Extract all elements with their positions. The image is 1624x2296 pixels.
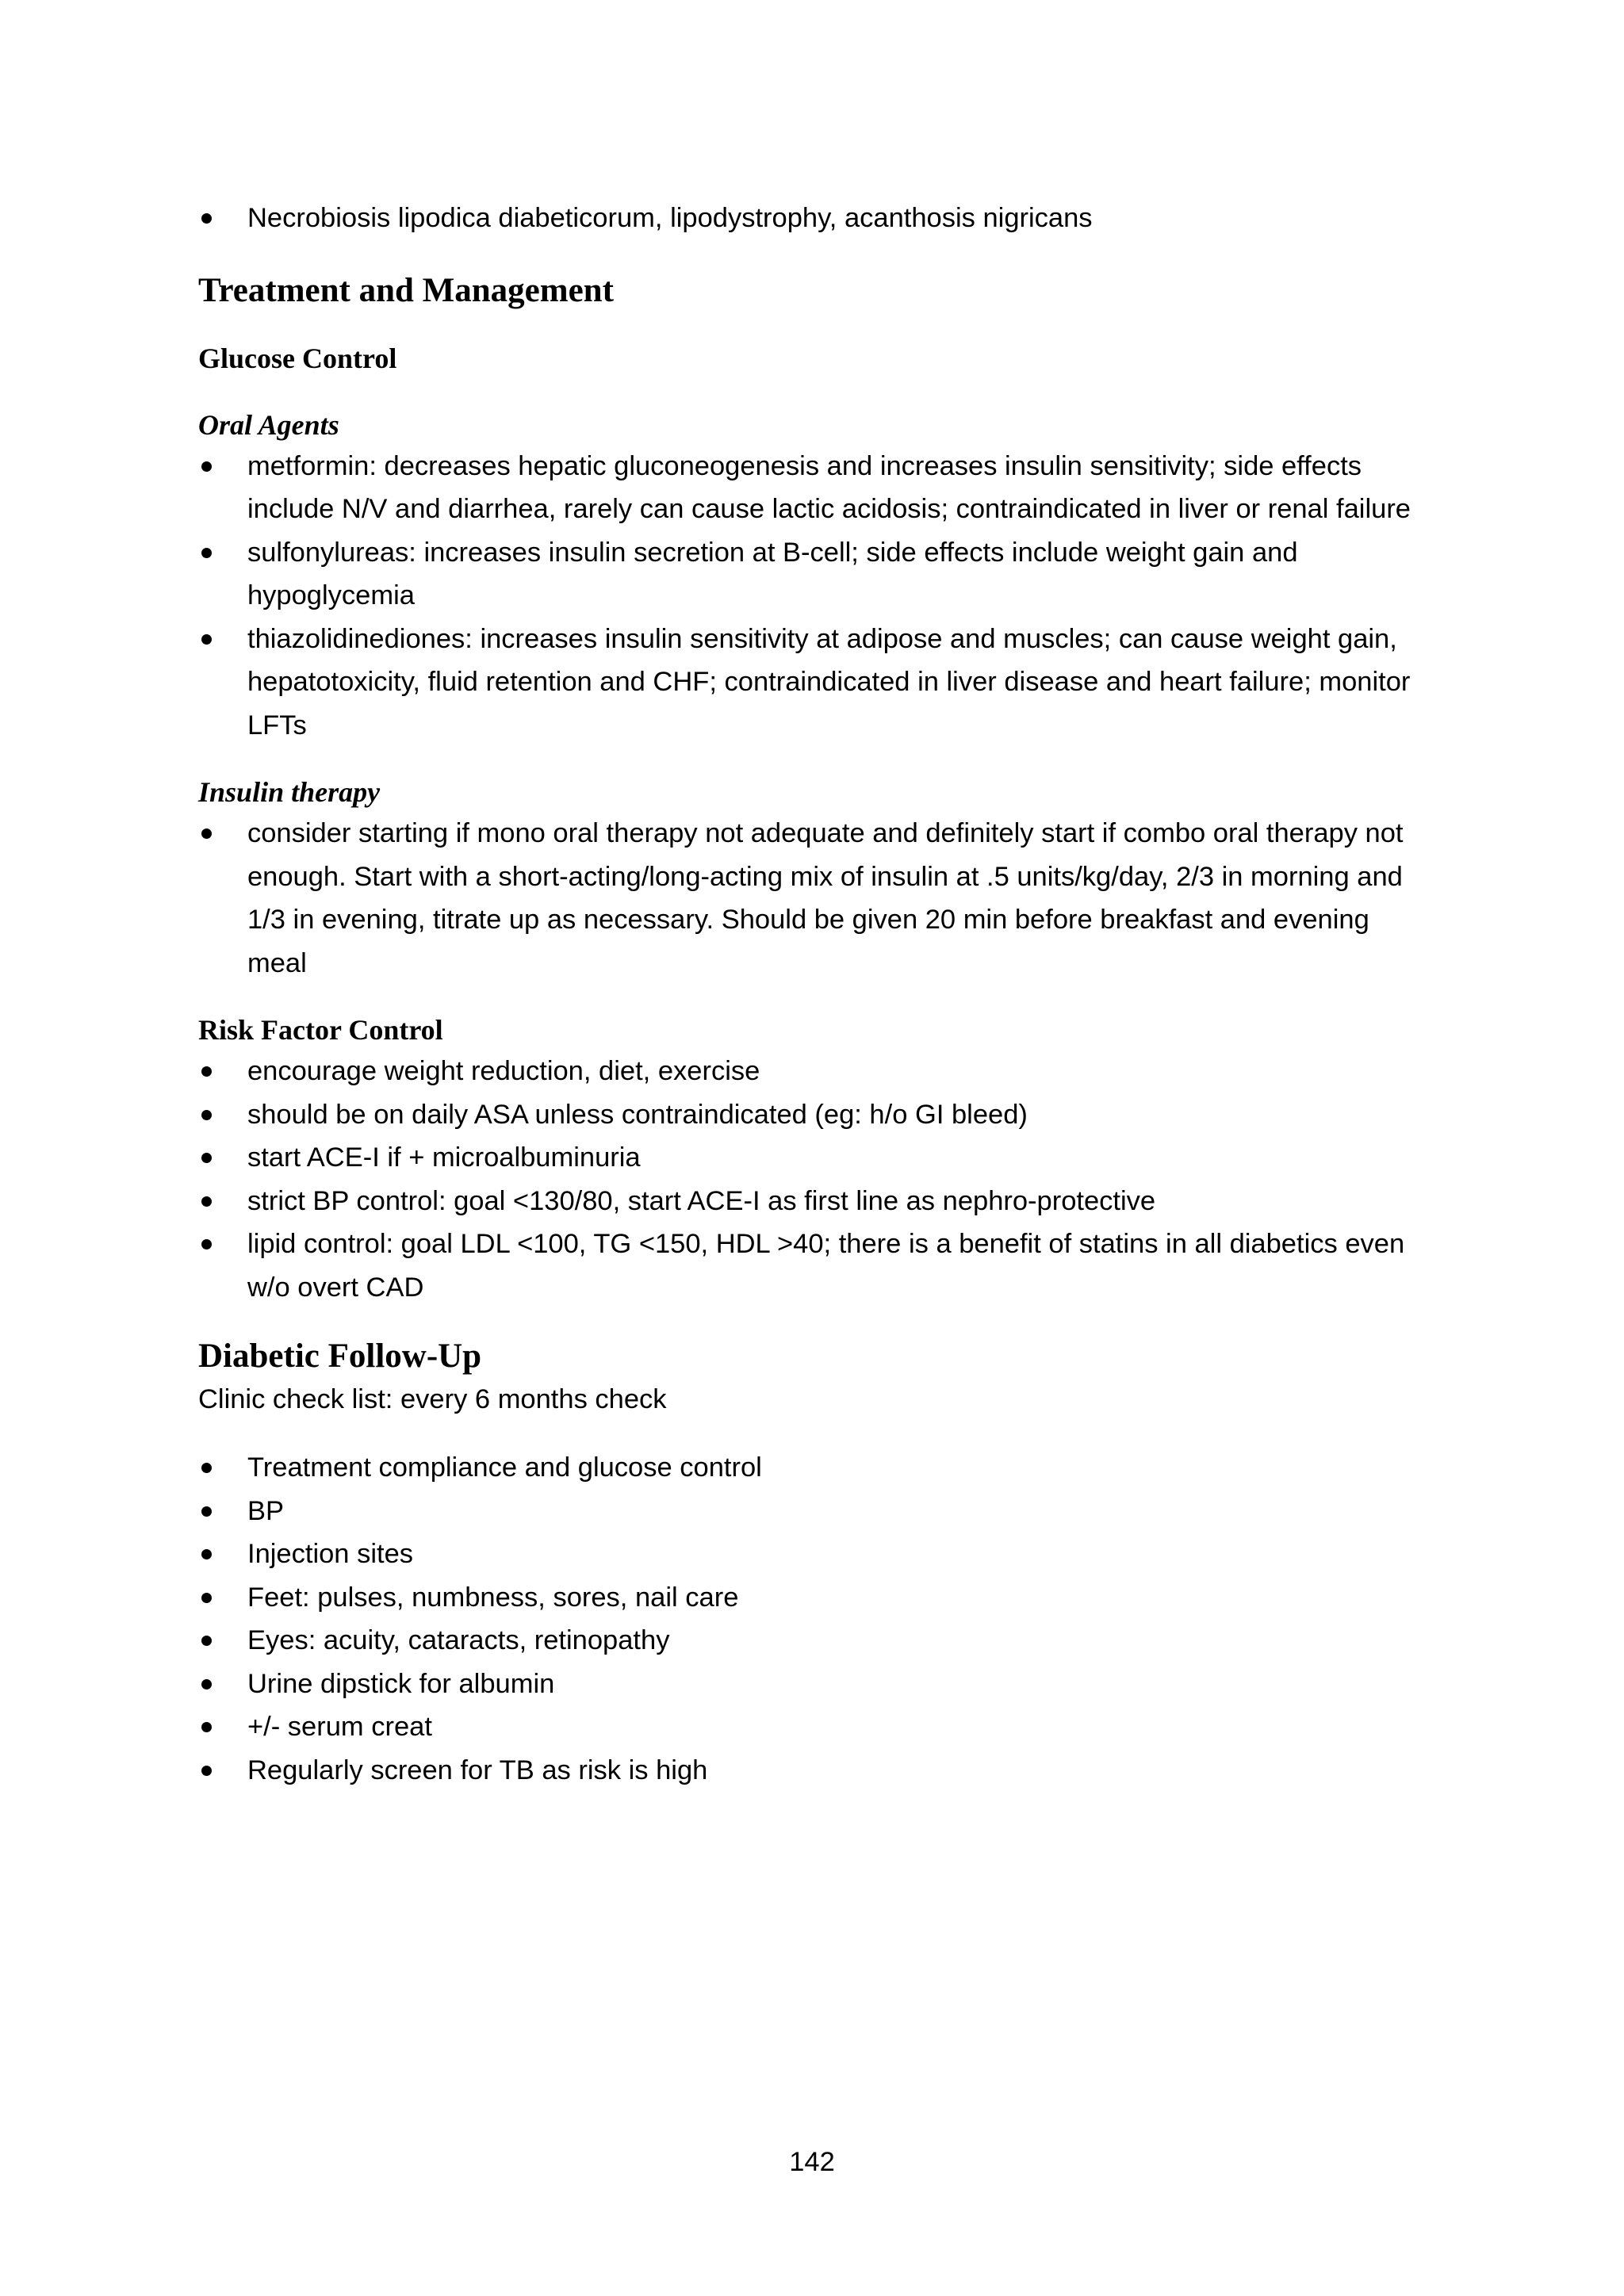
list-item: Injection sites <box>198 1533 1435 1576</box>
risk-factor-list <box>198 1050 1435 1309</box>
list-item: Urine dipstick for albumin <box>198 1663 1435 1706</box>
list-item: metformin: decreases hepatic gluconeogenesis and increases insulin sensitivity; side effects include N/V and diarrhea, rarely can cause lactic acidosis; contraindicated in liver or renal failure <box>198 445 1435 531</box>
follow-up-checklist <box>198 1446 1435 1792</box>
page-content <box>198 197 1435 1792</box>
list-item: sulfonylureas: increases insulin secretion at B-cell; side effects include weight gain and hypoglycemia <box>198 531 1435 618</box>
section-heading-diabetic-follow-up: Diabetic Follow-Up <box>198 1337 482 1375</box>
list-item: consider starting if mono oral therapy not adequate and definitely start if combo oral therapy not enough. Start with a short-acting/long-acting mix of insulin at .5 units/kg/day, 2/3 in morning and 1/3 in evening, titrate up as necessary. Should be given 20 min before breakfast and evening meal <box>198 812 1435 985</box>
list-item: Regularly screen for TB as risk is high <box>198 1749 1435 1793</box>
heading-insulin-therapy: Insulin therapy <box>198 776 381 808</box>
insulin-therapy-list <box>198 812 1435 985</box>
list-item: start ACE-I if + microalbuminuria <box>198 1136 1435 1180</box>
oral-agents-list <box>198 445 1435 748</box>
list-item: Feet: pulses, numbness, sores, nail care <box>198 1576 1435 1620</box>
heading-oral-agents: Oral Agents <box>198 408 339 441</box>
top-bullet-list <box>198 197 1435 240</box>
page-number: 142 <box>789 2147 835 2177</box>
list-item: encourage weight reduction, diet, exercise <box>198 1050 1435 1093</box>
list-item: lipid control: goal LDL <100, TG <150, HDL >40; there is a benefit of statins in all diabetics even w/o overt CAD <box>198 1223 1435 1309</box>
list-item: BP <box>198 1490 1435 1533</box>
list-item: Necrobiosis lipodica diabeticorum, lipodystrophy, acanthosis nigricans <box>198 197 1435 240</box>
list-item: thiazolidinediones: increases insulin sensitivity at adipose and muscles; can cause weight gain, hepatotoxicity, fluid retention and CHF; contraindicated in liver disease and heart failure; monitor LFTs <box>198 618 1435 748</box>
follow-up-intro: Clinic check list: every 6 months check <box>198 1384 667 1414</box>
subsection-heading-risk-factor-control: Risk Factor Control <box>198 1014 443 1046</box>
list-item: should be on daily ASA unless contraindicated (eg: h/o GI bleed) <box>198 1093 1435 1137</box>
list-item: strict BP control: goal <130/80, start ACE-I as first line as nephro-protective <box>198 1180 1435 1223</box>
list-item: Treatment compliance and glucose control <box>198 1446 1435 1490</box>
subsection-heading-glucose-control: Glucose Control <box>198 342 397 374</box>
list-item: +/- serum creat <box>198 1705 1435 1749</box>
list-item: Eyes: acuity, cataracts, retinopathy <box>198 1619 1435 1663</box>
section-heading-treatment: Treatment and Management <box>198 271 614 309</box>
